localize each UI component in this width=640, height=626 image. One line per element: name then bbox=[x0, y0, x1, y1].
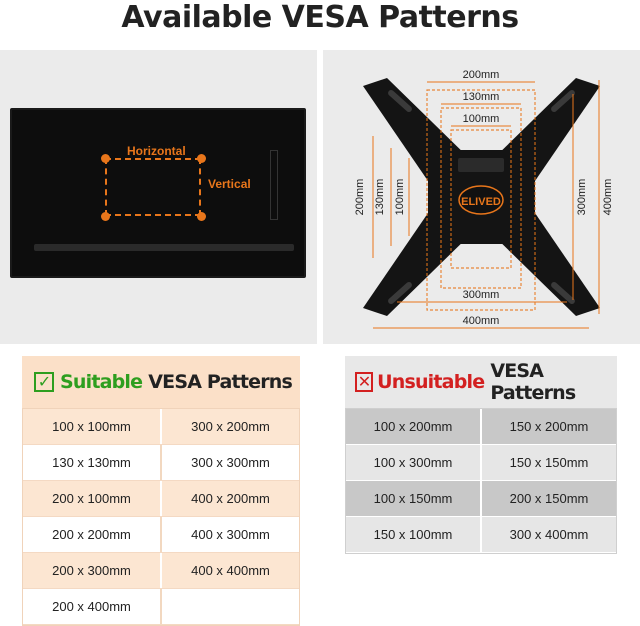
dim-top-130: 130mm bbox=[462, 91, 500, 103]
table-cell: 100 x 100mm bbox=[23, 409, 162, 444]
table-cell: 400 x 400mm bbox=[162, 553, 299, 588]
table-row bbox=[23, 445, 299, 481]
mount-hole-top-left bbox=[101, 154, 110, 163]
tv-rail bbox=[34, 244, 294, 251]
wall-mount-diagram bbox=[323, 50, 640, 344]
table-row bbox=[23, 553, 299, 589]
table-row bbox=[346, 409, 616, 445]
unsuitable-table bbox=[345, 356, 617, 554]
table-cell: 150 x 150mm bbox=[482, 445, 616, 480]
table-cell: 300 x 300mm bbox=[162, 445, 299, 480]
vertical-label: Vertical bbox=[208, 177, 251, 191]
vesa-pattern-box bbox=[105, 158, 201, 216]
table-cell: 100 x 300mm bbox=[346, 445, 482, 480]
table-row bbox=[346, 445, 616, 481]
table-cell: 130 x 130mm bbox=[23, 445, 162, 480]
suitable-header bbox=[22, 356, 300, 408]
dim-top-100: 100mm bbox=[462, 113, 500, 125]
dim-top-200: 200mm bbox=[462, 69, 500, 81]
table-row bbox=[23, 409, 299, 445]
table-row bbox=[346, 517, 616, 553]
page-title: Available VESA Patterns bbox=[121, 0, 519, 35]
table-cell: 100 x 200mm bbox=[346, 409, 482, 444]
mount-hole-bottom-right bbox=[197, 212, 206, 221]
table-cell: 300 x 400mm bbox=[482, 517, 616, 552]
unsuitable-title-rest: VESA Patterns bbox=[490, 360, 576, 404]
table-cell: 150 x 200mm bbox=[482, 409, 616, 444]
dim-left-100: 100mm bbox=[394, 178, 406, 216]
dim-right-400: 400mm bbox=[602, 178, 614, 216]
dim-left-130: 130mm bbox=[374, 178, 386, 216]
table-cell: 400 x 200mm bbox=[162, 481, 299, 516]
table-cell: 200 x 200mm bbox=[23, 517, 162, 552]
table-cell: 100 x 150mm bbox=[346, 481, 482, 516]
table-row bbox=[346, 481, 616, 517]
table-row bbox=[23, 481, 299, 517]
table-cell: 200 x 400mm bbox=[23, 589, 162, 624]
tv-back-panel bbox=[0, 50, 317, 344]
check-icon: ✓ bbox=[34, 372, 54, 392]
table-cell: 200 x 300mm bbox=[23, 553, 162, 588]
mount-hole-bottom-left bbox=[101, 212, 110, 221]
dim-right-300: 300mm bbox=[576, 178, 588, 216]
dim-bottom-300: 300mm bbox=[462, 289, 500, 301]
table-cell bbox=[162, 589, 299, 624]
table-row bbox=[23, 517, 299, 553]
table-cell: 200 x 100mm bbox=[23, 481, 162, 516]
tv-back bbox=[10, 108, 306, 278]
suitable-label: Suitable bbox=[60, 371, 143, 393]
mount-panel bbox=[323, 50, 640, 344]
table-cell: 300 x 200mm bbox=[162, 409, 299, 444]
brand-logo: ELIVED bbox=[461, 196, 501, 208]
dim-bottom-400: 400mm bbox=[462, 315, 500, 327]
x-icon: ✕ bbox=[355, 372, 373, 392]
unsuitable-header bbox=[345, 356, 617, 408]
mount-hole-top-right bbox=[197, 154, 206, 163]
unsuitable-label: Unsuitable bbox=[377, 371, 485, 393]
suitable-table bbox=[22, 356, 300, 626]
table-cell: 150 x 100mm bbox=[346, 517, 482, 552]
table-cell: 400 x 300mm bbox=[162, 517, 299, 552]
suitable-title-rest: VESA Patterns bbox=[148, 371, 293, 393]
dim-left-200: 200mm bbox=[354, 178, 366, 216]
tv-slot bbox=[270, 150, 278, 220]
table-cell: 200 x 150mm bbox=[482, 481, 616, 516]
horizontal-label: Horizontal bbox=[127, 144, 186, 158]
